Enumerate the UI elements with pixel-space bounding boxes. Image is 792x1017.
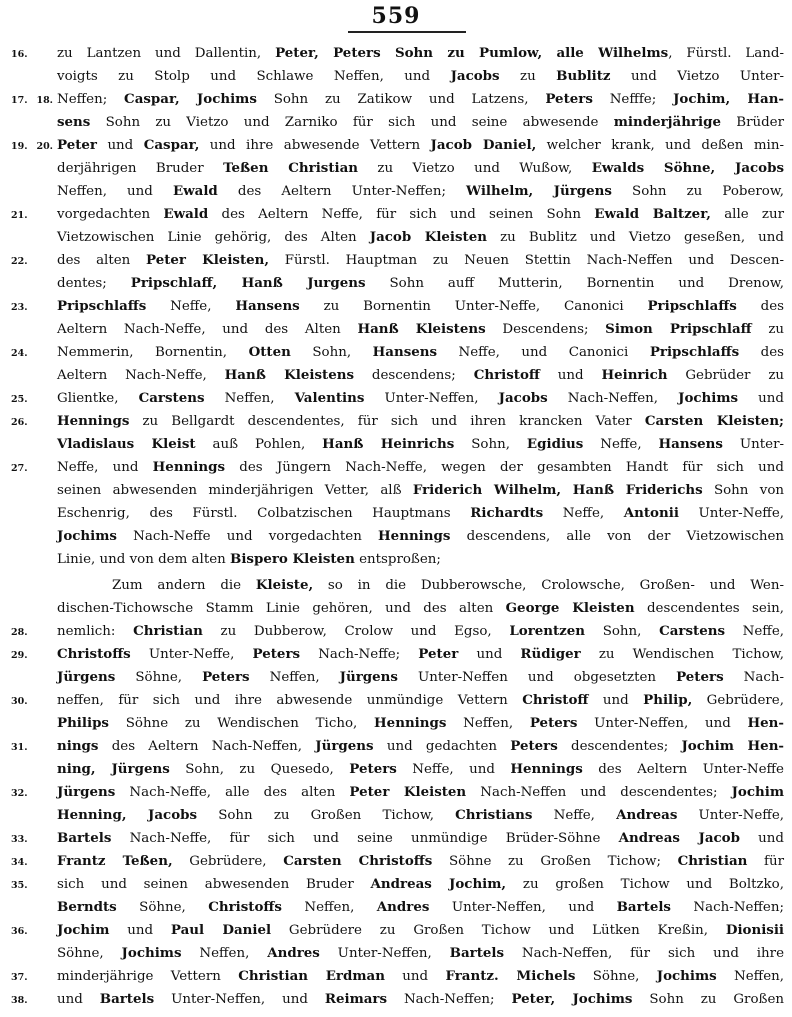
text-line: dischen-Tichowsche Stamm Linie gehören, und des alten George Kleisten descendentes sein, xyxy=(57,600,785,616)
line-marker: 31. xyxy=(11,742,28,753)
text-line: 26. Hennings zu Bellgardt descendentes, für sich und ihren krancken Vater Carsten Kleisten; xyxy=(57,410,784,433)
text-line: Zum andern die Kleiste, so in die Dubberowsche, Crolowsche, Großen- und Wen- xyxy=(112,577,784,593)
text-line: 23. Pripschlaffs Neffe, Hansens zu Bornentin Unter-Neffe, Canonici Pripschlaffs des xyxy=(57,295,784,318)
line-marker: 27. xyxy=(11,463,28,474)
text-line: Söhne, Jochims Neffen, Andres Unter-Neffen, Bartels Nach-Neffen, für sich und ihre xyxy=(57,945,785,961)
line-marker: 16. xyxy=(11,49,28,60)
line-marker: 34. xyxy=(11,857,28,868)
text-line: Vietzowischen Linie gehörig, des Alten Jacob Kleisten zu Bublitz und Vietzo geseßen, und xyxy=(57,229,784,245)
text-line: 30. neffen, für sich und ihre abwesende unmündige Vettern Christoff und Philip, Gebrüdere, xyxy=(57,689,784,712)
line-marker: 38. xyxy=(11,995,28,1006)
text-line: 35. sich und seinen abwesenden Bruder Andreas Jochim, zu großen Tichow und Boltzko, xyxy=(57,873,784,896)
text-line: dentes; Pripschlaff, Hanß Jurgens Sohn auff Mutterin, Bornentin und Drenow, xyxy=(57,275,784,291)
text-line: 38. und Bartels Unter-Neffen, und Reimars Nach-Neffen; Peter, Jochims Sohn zu Großen xyxy=(57,988,784,1011)
text-line: Aeltern Nach-Neffe, Hanß Kleistens descendens; Christoff und Heinrich Gebrüder zu xyxy=(57,367,785,383)
text-line: Philips Söhne zu Wendischen Ticho, Hennings Neffen, Peters Unter-Neffen, und Hen- xyxy=(57,715,784,731)
line-marker: 33. xyxy=(11,834,28,845)
text-line: 19. 20. Peter und Caspar, und ihre abwesende Vettern Jacob Daniel, welcher krank, und deßen min- xyxy=(57,134,784,157)
line-marker: 28. xyxy=(11,627,28,638)
document-body xyxy=(11,42,785,1011)
text-line: 22. des alten Peter Kleisten, Fürstl. Hauptman zu Neuen Stettin Nach-Neffen und Descen- xyxy=(57,249,784,272)
text-line: 24. Nemmerin, Bornentin, Otten Sohn, Hansens Neffe, und Canonici Pripschlaffs des xyxy=(57,341,784,364)
line-marker: 37. xyxy=(11,972,28,983)
text-line: derjährigen Bruder Teßen Christian zu Vietzo und Wußow, Ewalds Söhne, Jacobs xyxy=(57,160,784,176)
text-line: 17. 18. Neffen; Caspar, Jochims Sohn zu Zatikow und Latzens, Peters Nefffe; Jochim, Han- xyxy=(57,88,784,111)
line-marker: 24. xyxy=(11,348,28,359)
line-marker: 29. xyxy=(11,650,28,661)
text-line: Henning, Jacobs Sohn zu Großen Tichow, Christians Neffe, Andreas Unter-Neffe, xyxy=(57,807,784,823)
text-line: Jürgens Söhne, Peters Neffen, Jürgens Unter-Neffen und obgesetzten Peters Nach- xyxy=(57,669,785,685)
text-line: Berndts Söhne, Christoffs Neffen, Andres Unter-Neffen, und Bartels Nach-Neffen; xyxy=(57,899,784,915)
header-rule xyxy=(348,31,466,33)
text-line: 16. zu Lantzen und Dallentin, Peter, Peters Sohn zu Pumlow, alle Wilhelms, Fürstl. Land- xyxy=(57,42,784,65)
text-line: 25. Glientke, Carstens Neffen, Valentins Unter-Neffen, Jacobs Nach-Neffen, Jochims und xyxy=(57,387,784,410)
text-line: 28. nemlich: Christian zu Dubberow, Crolow und Egso, Lorentzen Sohn, Carstens Neffe, xyxy=(57,620,784,643)
text-line: 21. vorgedachten Ewald des Aeltern Neffe, für sich und seinen Sohn Ewald Baltzer, alle zur xyxy=(57,203,784,226)
text-line: seinen abwesenden minderjährigen Vetter, alß Friderich Wilhelm, Hanß Friderichs Sohn von xyxy=(57,482,785,498)
line-marker: 17. 18. xyxy=(11,95,53,106)
line-marker: 19. 20. xyxy=(11,141,53,152)
line-marker: 35. xyxy=(11,880,28,891)
line-marker: 36. xyxy=(11,926,28,937)
text-line: 37. minderjährige Vettern Christian Erdman und Frantz. Michels Söhne, Jochims Neffen, xyxy=(57,965,784,988)
text-line: 36. Jochim und Paul Daniel Gebrüdere zu Großen Tichow und Lütken Kreßin, Dionisii xyxy=(57,919,784,942)
line-marker: 22. xyxy=(11,256,28,267)
text-line: 29. Christoffs Unter-Neffe, Peters Nach-Neffe; Peter und Rüdiger zu Wendischen Tichow, xyxy=(57,643,784,666)
line-marker: 26. xyxy=(11,417,28,428)
text-line: Eschenrig, des Fürstl. Colbatzischen Hauptmans Richardts Neffe, Antonii Unter-Neffe, xyxy=(57,505,785,521)
line-marker: 21. xyxy=(11,210,28,221)
text-line: Linie, und von dem alten Bispero Kleisten entsproßen; xyxy=(57,551,441,567)
text-line: 31. nings des Aeltern Nach-Neffen, Jürgens und gedachten Peters descendentes; Jochim Hen- xyxy=(57,735,784,758)
text-line: 34. Frantz Teßen, Gebrüdere, Carsten Christoffs Söhne zu Großen Tichow; Christian für xyxy=(57,850,784,873)
text-line: 27. Neffe, und Hennings des Jüngern Nach-Neffe, wegen der gesambten Handt für sich und xyxy=(57,456,784,479)
text-line: ning, Jürgens Sohn, zu Quesedo, Peters Neffe, und Hennings des Aeltern Unter-Neffe xyxy=(57,761,784,777)
line-marker: 32. xyxy=(11,788,28,799)
text-line: 32. Jürgens Nach-Neffe, alle des alten Peter Kleisten Nach-Neffen und descendentes; Jochim xyxy=(57,781,784,804)
text-line: voigts zu Stolp und Schlawe Neffen, und Jacobs zu Bublitz und Vietzo Unter- xyxy=(57,68,784,84)
text-line: Aeltern Nach-Neffe, und des Alten Hanß Kleistens Descendens; Simon Pripschlaff zu xyxy=(57,321,785,337)
line-marker: 23. xyxy=(11,302,28,313)
line-marker: 30. xyxy=(11,696,28,707)
text-line: 33. Bartels Nach-Neffe, für sich und seine unmündige Brüder-Söhne Andreas Jacob und xyxy=(57,827,784,850)
text-line: Jochims Nach-Neffe und vorgedachten Hennings descendens, alle von der Vietzowischen xyxy=(57,528,784,544)
text-line: Vladislaus Kleist auß Pohlen, Hanß Heinrichs Sohn, Egidius Neffe, Hansens Unter- xyxy=(57,436,784,452)
line-marker: 25. xyxy=(11,394,28,405)
page-number: 559 xyxy=(371,3,421,29)
text-line: Neffen, und Ewald des Aeltern Unter-Neffen; Wilhelm, Jürgens Sohn zu Poberow, xyxy=(57,183,784,199)
text-line: sens Sohn zu Vietzo und Zarniko für sich und seine abwesende minderjährige Brüder xyxy=(57,114,784,130)
